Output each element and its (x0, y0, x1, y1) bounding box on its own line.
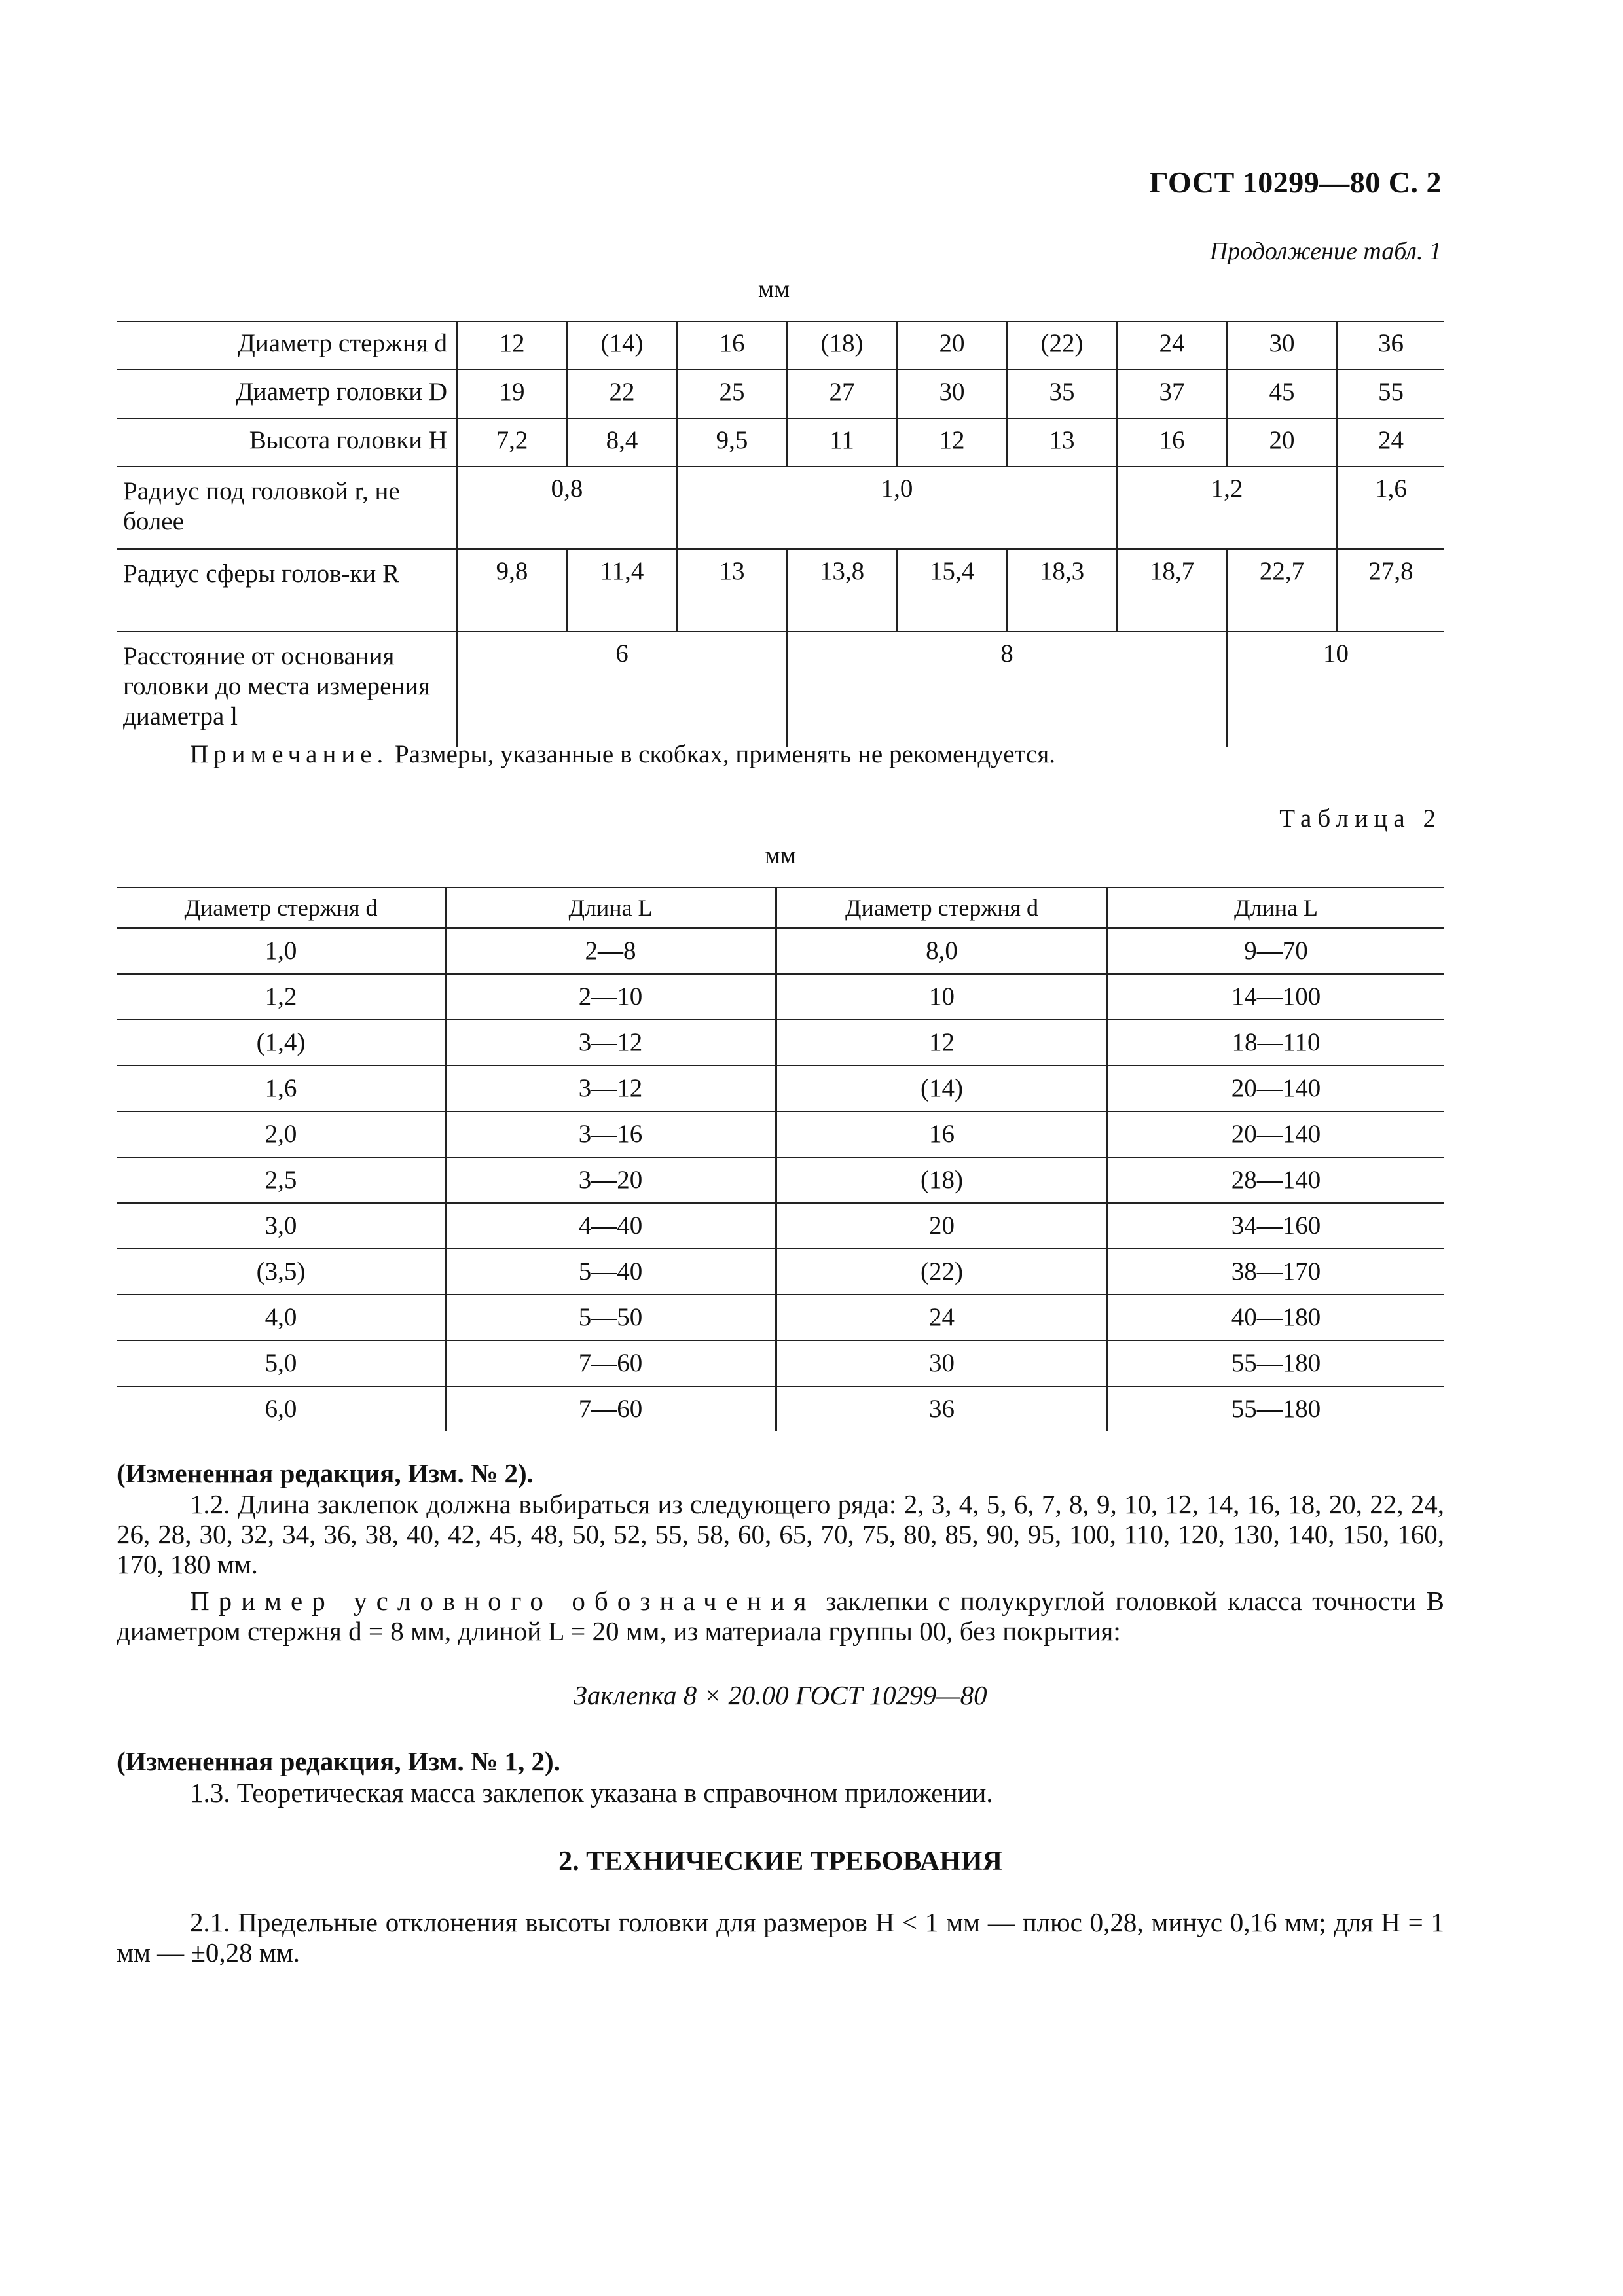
cell: 30 (897, 370, 1007, 418)
table-cell: 7—60 (446, 1386, 776, 1431)
cell: 8,4 (567, 418, 677, 467)
amendment-note-2: (Измененная редакция, Изм. № 1, 2). (117, 1746, 560, 1776)
table-cell: 5,0 (117, 1340, 446, 1386)
cell: 19 (457, 370, 567, 418)
row-label: Радиус под головкой r, не более (117, 467, 457, 549)
table2-body (117, 928, 1444, 1431)
table-cell: 20—140 (1107, 1066, 1444, 1111)
table-cell: 5—50 (446, 1295, 776, 1340)
table-cell: (22) (776, 1249, 1107, 1295)
designation-example: Заклепка 8 × 20.00 ГОСТ 10299—80 (574, 1680, 987, 1710)
table-row (117, 1386, 1444, 1431)
cell: 11 (787, 418, 897, 467)
cell: 25 (677, 370, 787, 418)
cell: 9,8 (457, 549, 567, 632)
amendment-note-1: (Измененная редакция, Изм. № 2). (117, 1458, 534, 1488)
cell: 24 (1117, 321, 1227, 370)
cell: 18,7 (1117, 549, 1227, 632)
table-cell: 6,0 (264, 1395, 297, 1423)
table1-row-head-diameter (117, 370, 1444, 418)
table-cell: 7—60 (446, 1340, 776, 1386)
table-row (117, 1203, 1444, 1249)
cell: 27 (787, 370, 897, 418)
table1-row-sphere-radius (117, 549, 1444, 632)
note-text: Размеры, указанные в скобках, применять не рекомендуется. (395, 740, 1056, 768)
cell: 9,5 (677, 418, 787, 467)
cell: 1,6 (1337, 467, 1444, 549)
cell: (22) (1007, 321, 1117, 370)
cell: 11,4 (567, 549, 677, 632)
table1 (117, 321, 1444, 747)
cell: 24 (1337, 418, 1444, 467)
row-label: Диаметр стержня d (117, 321, 457, 370)
column-header: Длина L (1107, 888, 1444, 928)
table-cell: 55—180 (1107, 1386, 1444, 1431)
cell: 13 (1007, 418, 1117, 467)
cell: 1,2 (1117, 467, 1337, 549)
example-rest: заклепки с полукруглой головкой класса точности В диаметром стержня d = 8 мм, длиной L = 20 мм, из материала группы 00, без покрытия: (117, 1586, 1445, 1646)
cell: 20 (1227, 418, 1337, 467)
table-cell: 55—180 (1107, 1340, 1444, 1386)
table-cell: 3,0 (117, 1203, 446, 1249)
table-cell: 1,6 (117, 1066, 446, 1111)
table-cell: 3—16 (446, 1111, 776, 1157)
row-label: Высота головки H (117, 418, 457, 467)
table1-row-under-head-radius (117, 467, 1444, 549)
document-header: ГОСТ 10299—80 С. 2 (1149, 166, 1442, 199)
table-cell: 36 (776, 1386, 1107, 1431)
table-cell: 34—160 (1107, 1203, 1444, 1249)
cell: 55 (1337, 370, 1444, 418)
table-row (117, 1249, 1444, 1295)
example-lead: Пример условного обозначения (190, 1586, 816, 1616)
table-cell: (3,5) (117, 1249, 446, 1295)
table-cell: 9—70 (1107, 928, 1444, 974)
cell: 7,2 (457, 418, 567, 467)
table-row (117, 1066, 1444, 1111)
cell: 27,8 (1337, 549, 1444, 632)
cell: 13 (677, 549, 787, 632)
table-cell: 20—140 (1107, 1111, 1444, 1157)
table-cell: 16 (776, 1111, 1107, 1157)
row-label: Расстояние от основания головки до места измерения диаметра l (123, 642, 431, 730)
table-row (117, 1295, 1444, 1340)
cell: 18,3 (1007, 549, 1117, 632)
cell: (18) (787, 321, 897, 370)
cell: 0,8 (457, 467, 677, 549)
table1-unit: мм (758, 276, 790, 303)
table-row (117, 928, 1444, 974)
table2-unit: мм (765, 842, 797, 869)
table-cell: 1,2 (117, 974, 446, 1020)
cell: 20 (897, 321, 1007, 370)
table-cell: 2,5 (117, 1157, 446, 1203)
table-cell: 2—10 (446, 974, 776, 1020)
cell: 8 (787, 632, 1227, 747)
cell: 30 (1227, 321, 1337, 370)
table-cell: 4,0 (117, 1295, 446, 1340)
table-cell: 38—170 (1107, 1249, 1444, 1295)
paragraph-2-1: 2.1. Предельные отклонения высоты головки для размеров H < 1 мм — плюс 0,28, минус 0,16 мм; для H = 1 мм — ±0,28 мм. (117, 1907, 1444, 1967)
table-row (117, 1111, 1444, 1157)
paragraph-1-2: 1.2. Длина заклепок должна выбираться из следующего ряда: 2, 3, 4, 5, 6, 7, 8, 9, 10, 12, 14, 16, 18, 20, 22, 24, 26, 28, 30, 32, 34, 36, 38, 40, 42, 45, 48, 50, 52, 55, 58, 60, 65, 70, 75, 80, 85, 90, 95, 100, 110, 120, 130, 140, 150, 160, 170, 180 мм. (117, 1489, 1444, 1579)
cell: 16 (1117, 418, 1227, 467)
table-cell: 30 (776, 1340, 1107, 1386)
table-cell: 3—12 (446, 1020, 776, 1066)
table1-row-head-height (117, 418, 1444, 467)
table1-row-measure-distance (117, 632, 1444, 747)
cell: 13,8 (787, 549, 897, 632)
table2-header-row (117, 888, 1444, 928)
cell: 12 (897, 418, 1007, 467)
table-cell: 40—180 (1107, 1295, 1444, 1340)
cell: 10 (1227, 632, 1444, 747)
cell: 1,0 (677, 467, 1117, 549)
table-cell: 24 (776, 1295, 1107, 1340)
paragraph-1-3: 1.3. Теоретическая масса заклепок указана в справочном приложении. (190, 1778, 993, 1808)
table-cell: 18—110 (1107, 1020, 1444, 1066)
section-heading: 2. ТЕХНИЧЕСКИЕ ТРЕБОВАНИЯ (558, 1846, 1002, 1876)
table-cell: 3—20 (446, 1157, 776, 1203)
cell: 15,4 (897, 549, 1007, 632)
table2 (117, 887, 1444, 1431)
column-header: Диаметр стержня d (776, 888, 1107, 928)
cell: 22,7 (1227, 549, 1337, 632)
column-header: Диаметр стержня d (117, 888, 446, 928)
table-cell: 1,0 (117, 928, 446, 974)
table-cell: 8,0 (776, 928, 1107, 974)
table-cell: (1,4) (117, 1020, 446, 1066)
table-row (117, 974, 1444, 1020)
table-cell: 28—140 (1107, 1157, 1444, 1203)
table-cell: 5—40 (446, 1249, 776, 1295)
table-cell: 14—100 (1107, 974, 1444, 1020)
table-row (117, 1020, 1444, 1066)
paragraph-example (117, 1586, 1444, 1646)
table-cell: 2,0 (117, 1111, 446, 1157)
cell: 35 (1007, 370, 1117, 418)
cell: 22 (567, 370, 677, 418)
cell: (14) (567, 321, 677, 370)
table-cell: (18) (776, 1157, 1107, 1203)
row-label: Диаметр головки D (117, 370, 457, 418)
table-cell: 10 (776, 974, 1107, 1020)
table-cell: (14) (776, 1066, 1107, 1111)
note-prefix: Примечание. (190, 740, 389, 768)
table-row (117, 1157, 1444, 1203)
cell: 45 (1227, 370, 1337, 418)
cell: 37 (1117, 370, 1227, 418)
table1-note (190, 740, 1055, 769)
table2-caption: Таблица 2 (1279, 804, 1442, 833)
cell: 16 (677, 321, 787, 370)
table-cell: 12 (776, 1020, 1107, 1066)
table1-continuation: Продолжение табл. 1 (1209, 238, 1442, 265)
table1-row-shank-diameter (117, 321, 1444, 370)
table-row (117, 1340, 1444, 1386)
table-cell: 20 (776, 1203, 1107, 1249)
table-cell: 4—40 (446, 1203, 776, 1249)
table-cell: 2—8 (446, 928, 776, 974)
row-label: Радиус сферы голов-ки R (117, 549, 457, 632)
table-cell: 3—12 (446, 1066, 776, 1111)
cell: 36 (1337, 321, 1444, 370)
cell: 6 (457, 632, 787, 747)
column-header: Длина L (446, 888, 776, 928)
cell: 12 (457, 321, 567, 370)
